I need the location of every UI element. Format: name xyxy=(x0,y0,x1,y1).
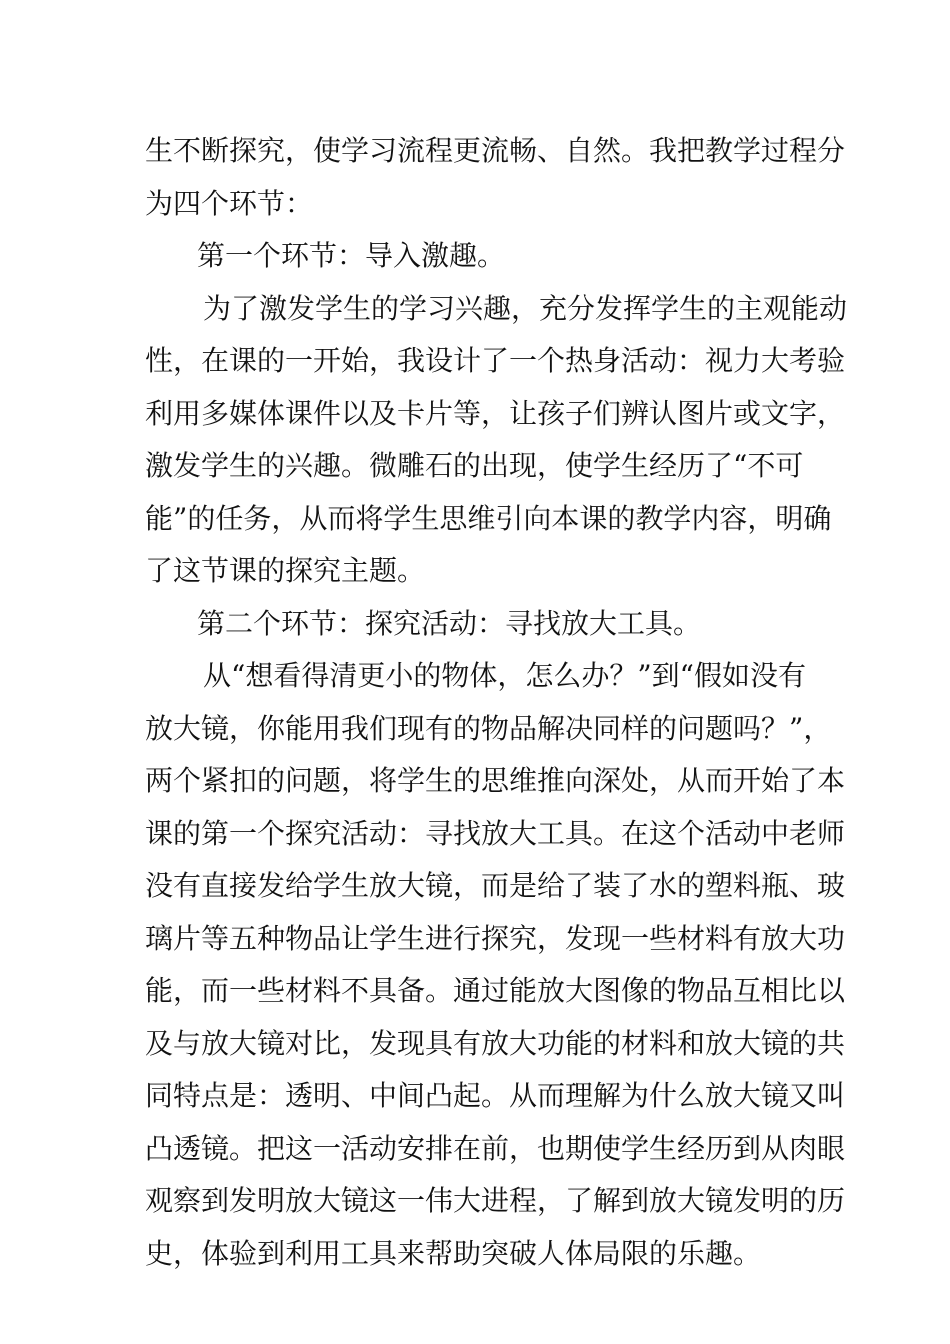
text-line: 及与放大镜对比，发现具有放大功能的材料和放大镜的共 xyxy=(145,1026,846,1060)
text-line: 能”的任务，从而将学生思维引向本课的教学内容，明确 xyxy=(145,501,832,535)
text-line: 璃片等五种物品让学生进行探究，发现一些材料有放大功 xyxy=(145,921,846,955)
text-line: 了这节课的探究主题。 xyxy=(145,554,426,587)
text-line: 从“想看得清更小的物体，怎么办？”到“假如没有 xyxy=(203,659,806,692)
text-line: 激发学生的兴趣。微雕石的出现，使学生经历了“不可 xyxy=(145,449,804,482)
section-heading: 第二个环节：探究活动：寻找放大工具。 xyxy=(197,606,702,640)
text-line: 为了激发学生的学习兴趣，充分发挥学生的主观能动 xyxy=(203,291,848,325)
text-line: 生不断探究，使学习流程更流畅、自然。我把教学过程分 xyxy=(145,134,846,167)
section-heading: 第一个环节：导入激趣。 xyxy=(197,239,506,272)
text-line: 两个紧扣的问题，将学生的思维推向深处，从而开始了本 xyxy=(145,764,846,797)
document-body xyxy=(145,125,848,1280)
text-line: 观察到发明放大镜这一伟大进程，了解到放大镜发明的历 xyxy=(145,1184,846,1217)
text-line: 没有直接发给学生放大镜，而是给了装了水的塑料瓶、玻 xyxy=(145,869,846,902)
text-line: 同特点是：透明、中间凸起。从而理解为什么放大镜又叫 xyxy=(145,1079,846,1112)
text-line: 课的第一个探究活动：寻找放大工具。在这个活动中老师 xyxy=(145,816,846,850)
text-line: 史，体验到利用工具来帮助突破人体局限的乐趣。 xyxy=(145,1236,762,1270)
text-line: 为四个环节： xyxy=(145,186,314,220)
text-line: 凸透镜。把这一活动安排在前，也期使学生经历到从肉眼 xyxy=(145,1131,846,1165)
text-line: 放大镜，你能用我们现有的物品解决同样的问题吗？”， xyxy=(145,711,832,745)
text-line: 利用多媒体课件以及卡片等，让孩子们辨认图片或文字， xyxy=(145,396,846,430)
text-line: 能，而一些材料不具备。通过能放大图像的物品互相比以 xyxy=(145,974,846,1007)
text-line: 性，在课的一开始，我设计了一个热身活动：视力大考验 xyxy=(145,344,846,377)
